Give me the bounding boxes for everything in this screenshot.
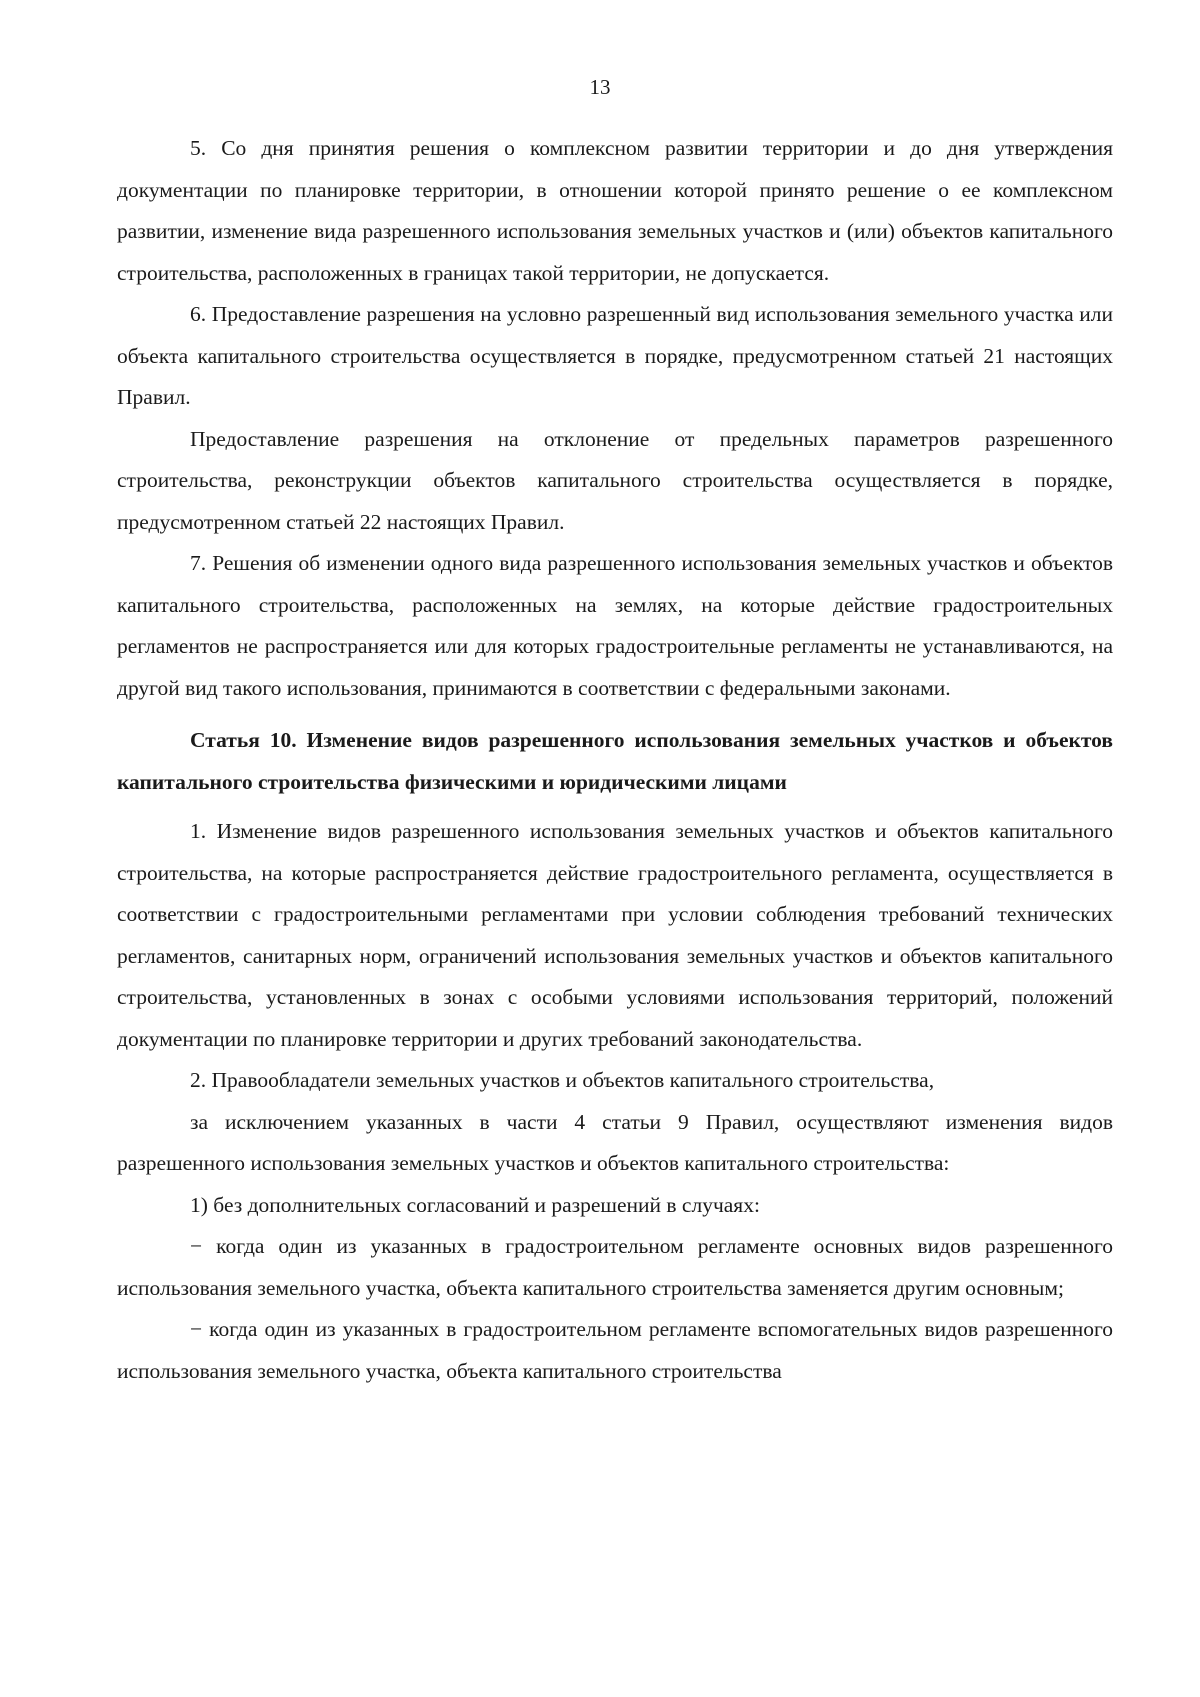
- document-body: [117, 128, 1113, 1392]
- article-10-subitem-1: 1) без дополнительных согласований и разрешений в случаях:: [190, 1192, 760, 1217]
- article-10-heading: Статья 10. Изменение видов разрешенного использования земельных участков и объектов капитального строительства физическими и юридическими лицами: [117, 728, 1113, 794]
- paragraph-6: 6. Предоставление разрешения на условно разрешенный вид использования земельного участка или объекта капитального строительства осуществляется в порядке, предусмотренном статьей 21 настоящих Правил.: [117, 302, 1113, 409]
- article-10-paragraph-2-continued: за исключением указанных в части 4 статьи 9 Правил, осуществляют изменения видов разрешенного использования земельных участков и объектов капитального строительства:: [117, 1109, 1113, 1175]
- paragraph-6-continued: Предоставление разрешения на отклонение от предельных параметров разрешенного строительства, реконструкции объектов капитального строительства осуществляется в порядке, предусмотренном статьей 22 настоящих Правил.: [117, 426, 1113, 534]
- article-10-paragraph-1: 1. Изменение видов разрешенного использования земельных участков и объектов капитального строительства, на которые распространяется действие градостроительного регламента, осуществляется в соответствии с градостроительными регламентами при условии соблюдения требований технических регламентов, санитарных норм, ограничений использования земельных участков и объектов капитального строительства, установленных в зонах с особыми условиями использования территорий, положений документации по планировке территории и других требований законодательства.: [117, 819, 1113, 1051]
- page-number: 13: [589, 75, 611, 99]
- list-item-dash-2: − когда один из указанных в градостроительном регламенте вспомогательных видов разрешенного использования земельного участка, объекта капитального строительства: [117, 1317, 1113, 1383]
- list-item-dash-1: − когда один из указанных в градостроительном регламенте основных видов разрешенного использования земельного участка, объекта капитального строительства заменяется другим основным;: [117, 1234, 1113, 1300]
- paragraph-7: 7. Решения об изменении одного вида разрешенного использования земельных участков и объектов капитального строительства, расположенных на землях, на которые действие градостроительных регламентов не распространяется или для которых градостроительные регламенты не устанавливаются, на другой вид такого использования, принимаются в соответствии с федеральными законами.: [117, 551, 1113, 700]
- article-10-paragraph-2: 2. Правообладатели земельных участков и объектов капитального строительства,: [190, 1068, 935, 1092]
- paragraph-5: 5. Со дня принятия решения о комплексном развитии территории и до дня утверждения документации по планировке территории, в отношении которой принято решение о ее комплексном развитии, изменение вида разрешенного использования земельных участков и (или) объектов капитального строительства, расположенных в границах такой территории, не допускается.: [117, 136, 1113, 285]
